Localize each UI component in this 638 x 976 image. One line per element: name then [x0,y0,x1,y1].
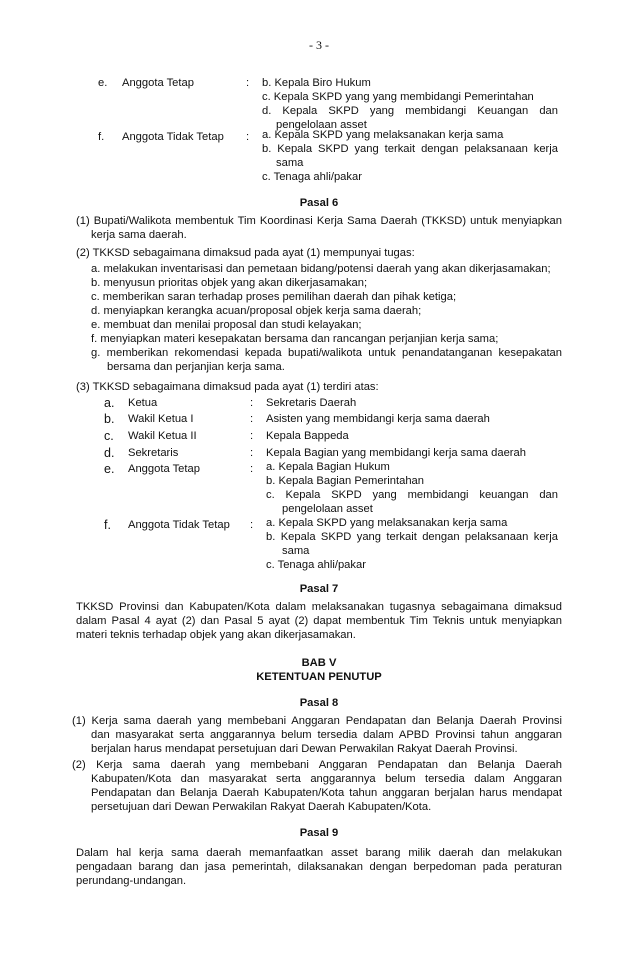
task-item: d. menyiapkan kerangka acuan/proposal objek kerja sama daerah; [91,305,422,317]
pasal-9-line: Dalam hal kerja sama daerah memanfaatkan asset barang milik daerah dan melakukan [76,847,562,859]
list-item: a. Kepala Bagian Hukum [266,461,390,473]
task-item-cont: bersama dan perjanjian kerja sama. [107,361,285,373]
page-number: - 3 - [309,38,329,52]
list-item-cont: pengelolaan asset [276,119,367,131]
member-colon: : [250,430,254,442]
member-colon: : [250,447,254,459]
list-item-cont: pengelolaan asset [282,503,373,515]
list-item: b. Kepala Biro Hukum [262,77,371,89]
member-letter: a. [104,396,115,410]
pasal-7-line: dalam Pasal 4 ayat (2) dan Pasal 5 ayat (2) dapat membentuk Tim Teknis untuk menyiapkan [76,615,562,627]
member-label-anggota-tetap: Anggota Tetap [122,77,194,89]
member-colon: : [250,397,254,409]
pasal-8-ayat-2: (2) Kerja sama daerah yang membebani Anggaran Pendapatan dan Belanja Daerah [72,759,562,771]
member-label: Ketua [128,397,158,409]
member-label: Wakil Ketua I [128,413,194,425]
list-item-cont: sama [282,545,310,557]
task-item: f. menyiapkan materi kesepakatan bersama dan rancangan perjanjian kerja sama; [91,333,499,345]
member-value: Asisten yang membidangi kerja sama daerah [266,413,490,425]
pasal-6-ayat-2: (2) TKKSD sebagaimana dimaksud pada ayat (1) mempunyai tugas: [76,247,415,259]
task-item: a. melakukan inventarisasi dan pemetaan bidang/potensi daerah yang akan dikerjasamakan; [91,263,551,275]
pasal-8-ayat-2-cont: persetujuan dari Dewan Perwakilan Rakyat Daerah Kabupaten/Kota. [91,801,432,813]
member-label: Anggota Tetap [128,463,200,475]
member-letter: c. [104,429,114,443]
chapter-title: BAB V [301,657,337,669]
member-value: Kepala Bappeda [266,430,349,442]
pasal-9-line: perundang-undangan. [76,875,187,887]
pasal-8-ayat-1: (1) Kerja sama daerah yang membebani Anggaran Pendapatan dan Belanja Daerah Provinsi [72,715,562,727]
member-label-anggota-tidak-tetap: Anggota Tidak Tetap [122,131,224,143]
member-colon: : [250,463,254,475]
list-item: a. Kepala SKPD yang melaksanakan kerja sama [266,517,508,529]
list-item: d. Kepala SKPD yang membidangi Keuangan dan [262,105,558,117]
task-item: g. memberikan rekomendasi kepada bupati/walikota untuk penandatanganan kesepakatan [91,347,562,359]
task-item: b. menyusun prioritas objek yang akan dikerjasamakan; [91,277,368,289]
pasal-8-ayat-2-cont: Kabupaten/Kota dan masyarakat serta anggarannya belum tersedia dalam Anggaran [91,773,562,785]
task-item: e. membuat dan menilai proposal dan studi kelayakan; [91,319,362,331]
member-label: Wakil Ketua II [128,430,197,442]
pasal-9-title: Pasal 9 [299,827,339,839]
member-label: Anggota Tidak Tetap [128,519,230,531]
pasal-8-ayat-2-cont: Pendapatan dan Belanja Daerah Kabupaten/Kota tahun anggaran berjalan harus mendapat [91,787,562,799]
pasal-7-line: materi teknis terhadap objek yang akan dikerjasamakan. [76,629,356,641]
pasal-9-line: pengadaan barang dan jasa pemerintah, dilaksanakan dengan berpedoman pada peraturan [76,861,562,873]
pasal-6-ayat-1: (1) Bupati/Walikota membentuk Tim Koordinasi Kerja Sama Daerah (TKKSD) untuk menyiapkan [76,215,562,227]
member-value: Sekretaris Daerah [266,397,357,409]
list-item: c. Tenaga ahli/pakar [262,171,362,183]
task-item: c. memberikan saran terhadap proses pemilihan daerah dan pihak ketiga; [91,291,457,303]
list-item: b. Kepala Bagian Pemerintahan [266,475,424,487]
list-item: b. Kepala SKPD yang terkait dengan pelaksanaan kerja [262,143,558,155]
member-letter: e. [104,462,115,476]
member-letter-e: e. [98,77,108,89]
pasal-7-title: Pasal 7 [299,583,339,595]
pasal-6-ayat-1-cont: kerja sama daerah. [91,229,187,241]
pasal-6-ayat-3: (3) TKKSD sebagaimana dimaksud pada ayat (1) terdiri atas: [76,381,379,393]
list-item: c. Kepala SKPD yang yang membidangi Pemerintahan [262,91,534,103]
member-value: Kepala Bagian yang membidangi kerja sama daerah [266,447,526,459]
member-colon: : [250,413,254,425]
member-colon: : [246,131,250,143]
list-item: b. Kepala SKPD yang terkait dengan pelaksanaan kerja [266,531,558,543]
member-letter: f. [104,518,111,532]
list-item: a. Kepala SKPD yang melaksanakan kerja sama [262,129,504,141]
member-colon: : [246,77,250,89]
chapter-subtitle: KETENTUAN PENUTUP [256,671,382,683]
pasal-8-ayat-1-cont: berjalan harus mendapat persetujuan dari Dewan Perwakilan Rakyat Daerah Provinsi. [91,743,518,755]
pasal-8-ayat-1-cont: dan masyarakat serta anggarannya belum tersedia dalam APBD Provinsi tahun anggaran [91,729,562,741]
list-item: c. Tenaga ahli/pakar [266,559,366,571]
list-item-cont: sama [276,157,304,169]
pasal-6-title: Pasal 6 [299,197,339,209]
pasal-8-title: Pasal 8 [299,697,339,709]
member-label: Sekretaris [128,447,179,459]
pasal-7-line: TKKSD Provinsi dan Kabupaten/Kota dalam melaksanakan tugasnya sebagaimana dimaksud [76,601,562,613]
member-letter: d. [104,446,115,460]
member-colon: : [250,519,254,531]
member-letter-f: f. [98,131,105,143]
list-item: c. Kepala SKPD yang membidangi keuangan dan [266,489,558,501]
member-letter: b. [104,412,115,426]
